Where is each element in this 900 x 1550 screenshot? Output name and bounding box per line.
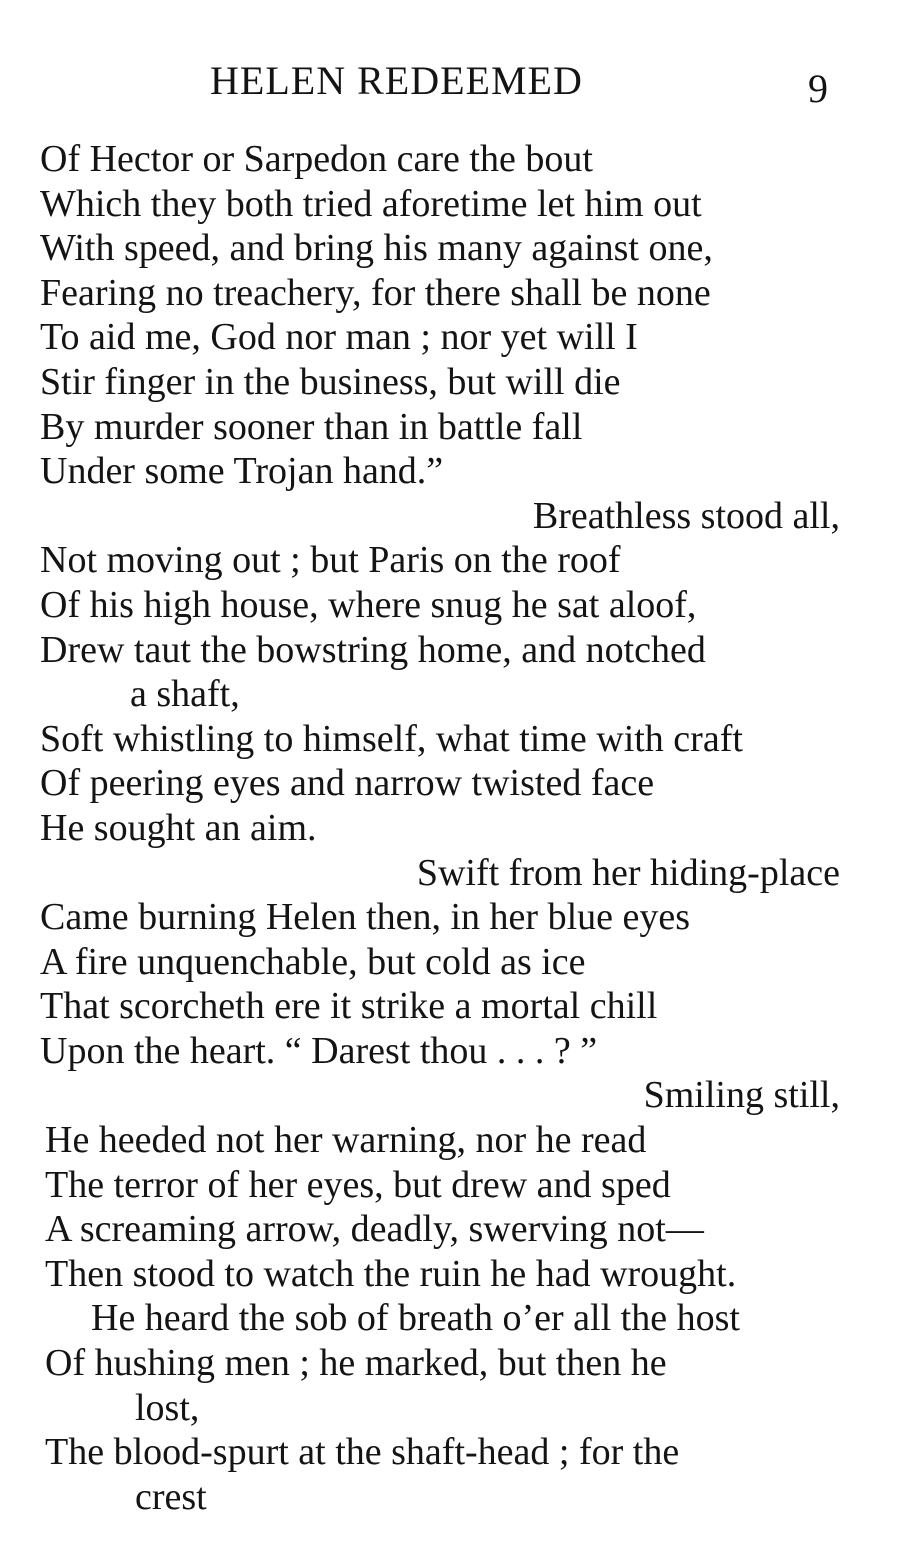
verse-line: Of his high house, where snug he sat aloof,: [40, 583, 697, 626]
verse-line: A fire unquenchable, but cold as ice: [40, 940, 586, 983]
verse-line-right: Swift from her hiding-place: [416, 851, 840, 894]
verse-line: Drew taut the bowstring home, and notched: [40, 628, 706, 671]
verse-line-continuation: lost,: [135, 1386, 200, 1429]
verse-line: The blood-spurt at the shaft-head ; for the: [45, 1431, 680, 1474]
verse-line-continuation: a shaft,: [130, 673, 240, 716]
verse-line: Fearing no treachery, for there shall be none: [40, 271, 711, 314]
verse-line: By murder sooner than in battle fall: [40, 405, 583, 448]
verse-line: To aid me, God nor man ; nor yet will I: [40, 316, 638, 359]
verse-line: Of hushing men ; he marked, but then he: [45, 1342, 667, 1385]
verse-line: Of peering eyes and narrow twisted face: [40, 762, 655, 805]
verse-line: Came burning Helen then, in her blue eyes: [40, 896, 691, 939]
verse-line: With speed, and bring his many against one,: [40, 227, 713, 270]
verse-line-right: Smiling still,: [643, 1074, 840, 1117]
verse-line: Not moving out ; but Paris on the roof: [40, 539, 621, 582]
verse-line: He heeded not her warning, nor he read: [45, 1119, 647, 1162]
verse-line: That scorcheth ere it strike a mortal chill: [40, 985, 658, 1028]
verse-line: Of Hector or Sarpedon care the bout: [40, 138, 593, 180]
page-number: 9: [808, 66, 828, 111]
verse-line: Under some Trojan hand.”: [40, 450, 444, 493]
running-head: [0, 57, 900, 111]
verse-line: Which they both tried aforetime let him out: [40, 182, 702, 225]
poem-text: [0, 137, 900, 1519]
verse-line: Upon the heart. “ Darest thou . . . ? ”: [40, 1029, 598, 1072]
verse-line-indented: He heard the sob of breath o’er all the host: [91, 1297, 740, 1340]
verse-line: Stir finger in the business, but will die: [40, 360, 621, 403]
verse-line-right: Breathless stood all,: [532, 494, 840, 537]
verse-line: Soft whistling to himself, what time with craft: [40, 717, 743, 760]
verse-line: The terror of her eyes, but drew and sped: [45, 1163, 671, 1206]
running-head-title: HELEN REDEEMED: [210, 58, 583, 103]
verse-line-continuation: crest: [135, 1475, 207, 1518]
verse-line: He sought an aim.: [40, 806, 317, 849]
verse-line: A screaming arrow, deadly, swerving not—: [45, 1208, 704, 1251]
verse-line: Then stood to watch the ruin he had wrought.: [45, 1252, 737, 1295]
